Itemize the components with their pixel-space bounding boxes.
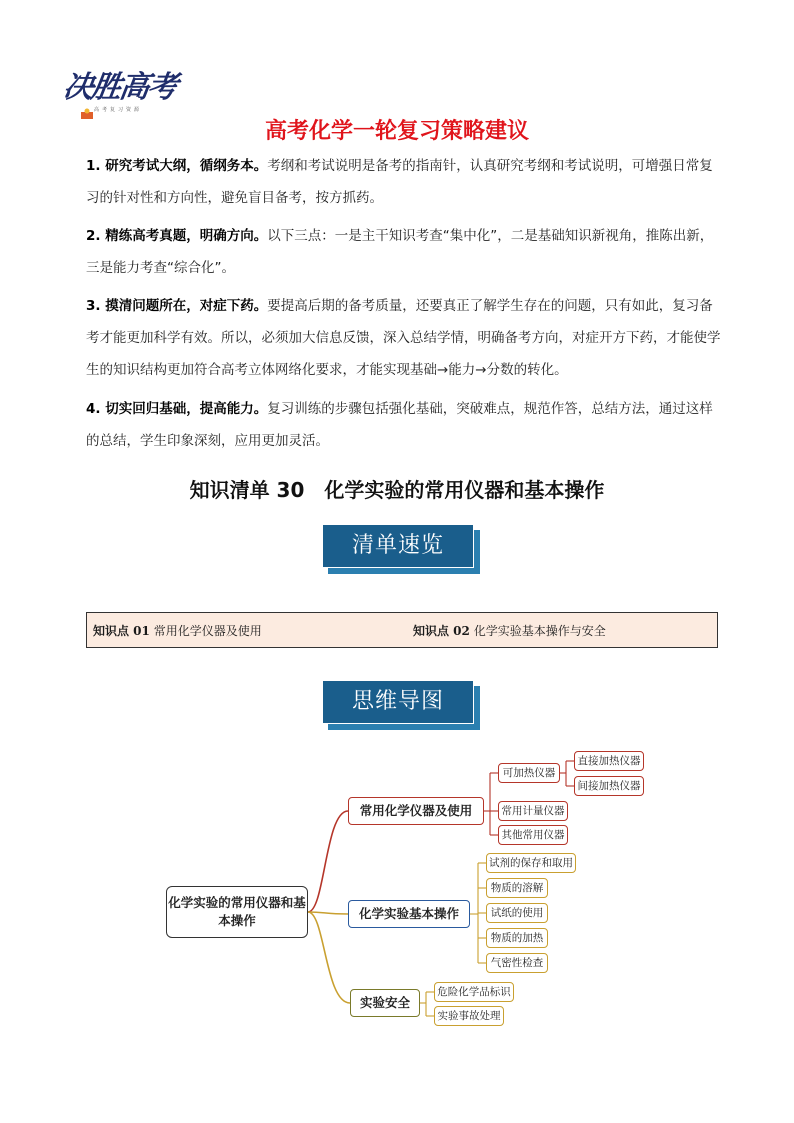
banner-label: 思维导图 bbox=[322, 680, 474, 724]
mindmap-node-reagent: 试剂的保存和取用 bbox=[486, 853, 576, 873]
mindmap-node-measuring: 常用计量仪器 bbox=[498, 801, 568, 821]
strategy-lead: 3. 摸清问题所在，对症下药。 bbox=[86, 298, 268, 314]
logo-text: 决胜高考 bbox=[61, 70, 178, 105]
mindmap-node-indirect-heating: 间接加热仪器 bbox=[574, 776, 644, 796]
mindmap-node-airtight: 气密性检查 bbox=[486, 953, 548, 973]
strategy-lead: 4. 切实回归基础，提高能力。 bbox=[86, 401, 268, 417]
mindmap-node-dissolve: 物质的溶解 bbox=[486, 878, 548, 898]
banner-label: 清单速览 bbox=[322, 524, 474, 568]
mindmap-root: 化学实验的常用仪器和基本操作 bbox=[166, 886, 308, 938]
logo-subtext: 高考复习资源 bbox=[94, 107, 143, 113]
strategy-body: 复习训练的步骤包括强化基础，突破难点，规范作答，总结方法，通过这样的总结，学生印象深刻，应用更加灵活。 bbox=[86, 401, 713, 449]
mindmap-branch-safety: 实验安全 bbox=[350, 989, 420, 1017]
strategy-body: 以下三点：一是主干知识考查“集中化”，二是基础知识新视角，推陈出新，三是能力考查“综合化”。 bbox=[86, 228, 714, 276]
strategy-lead: 1. 研究考试大纲，循纲务本。 bbox=[86, 158, 268, 174]
mindmap-branch-operations: 化学实验基本操作 bbox=[348, 900, 470, 928]
strategy-body: 要提高后期的备考质量，还要真正了解学生存在的问题，只有如此，复习备考才能更加科学有效。所以，必须加大信息反馈，深入总结学情，明确备考方向，对症开方下药，才能使学生的知识结构更加符合高考立体网络化要求，才能实现基础→能力→分数的转化。 bbox=[86, 298, 721, 378]
section-title: 知识清单 30 化学实验的常用仪器和基本操作 bbox=[189, 478, 605, 502]
main-title: 高考化学一轮复习策略建议 bbox=[264, 119, 529, 144]
mindmap-branch-instruments: 常用化学仪器及使用 bbox=[348, 797, 484, 825]
mindmap-node-accident: 实验事故处理 bbox=[434, 1006, 504, 1026]
mindmap-node-direct-heating: 直接加热仪器 bbox=[574, 751, 644, 771]
mindmap-node-heating: 物质的加热 bbox=[486, 928, 548, 948]
mindmap-node-other: 其他常用仪器 bbox=[498, 825, 568, 845]
kp-text: 常用化学仪器及使用 bbox=[153, 624, 262, 638]
strategy-body: 考纲和考试说明是备考的指南针，认真研究考纲和考试说明，可增强日常复习的针对性和方向性，避免盲目备考，按方抓药。 bbox=[86, 158, 713, 206]
strategy-lead: 2. 精练高考真题，明确方向。 bbox=[86, 228, 268, 244]
mindmap-node-heatable: 可加热仪器 bbox=[498, 763, 560, 783]
kp-label: 知识点 02 bbox=[413, 624, 470, 638]
mindmap-node-test-paper: 试纸的使用 bbox=[486, 903, 548, 923]
mindmap-node-hazard-labels: 危险化学品标识 bbox=[434, 982, 514, 1002]
kp-label: 知识点 01 bbox=[93, 624, 150, 638]
kp-text: 化学实验基本操作与安全 bbox=[473, 624, 606, 638]
